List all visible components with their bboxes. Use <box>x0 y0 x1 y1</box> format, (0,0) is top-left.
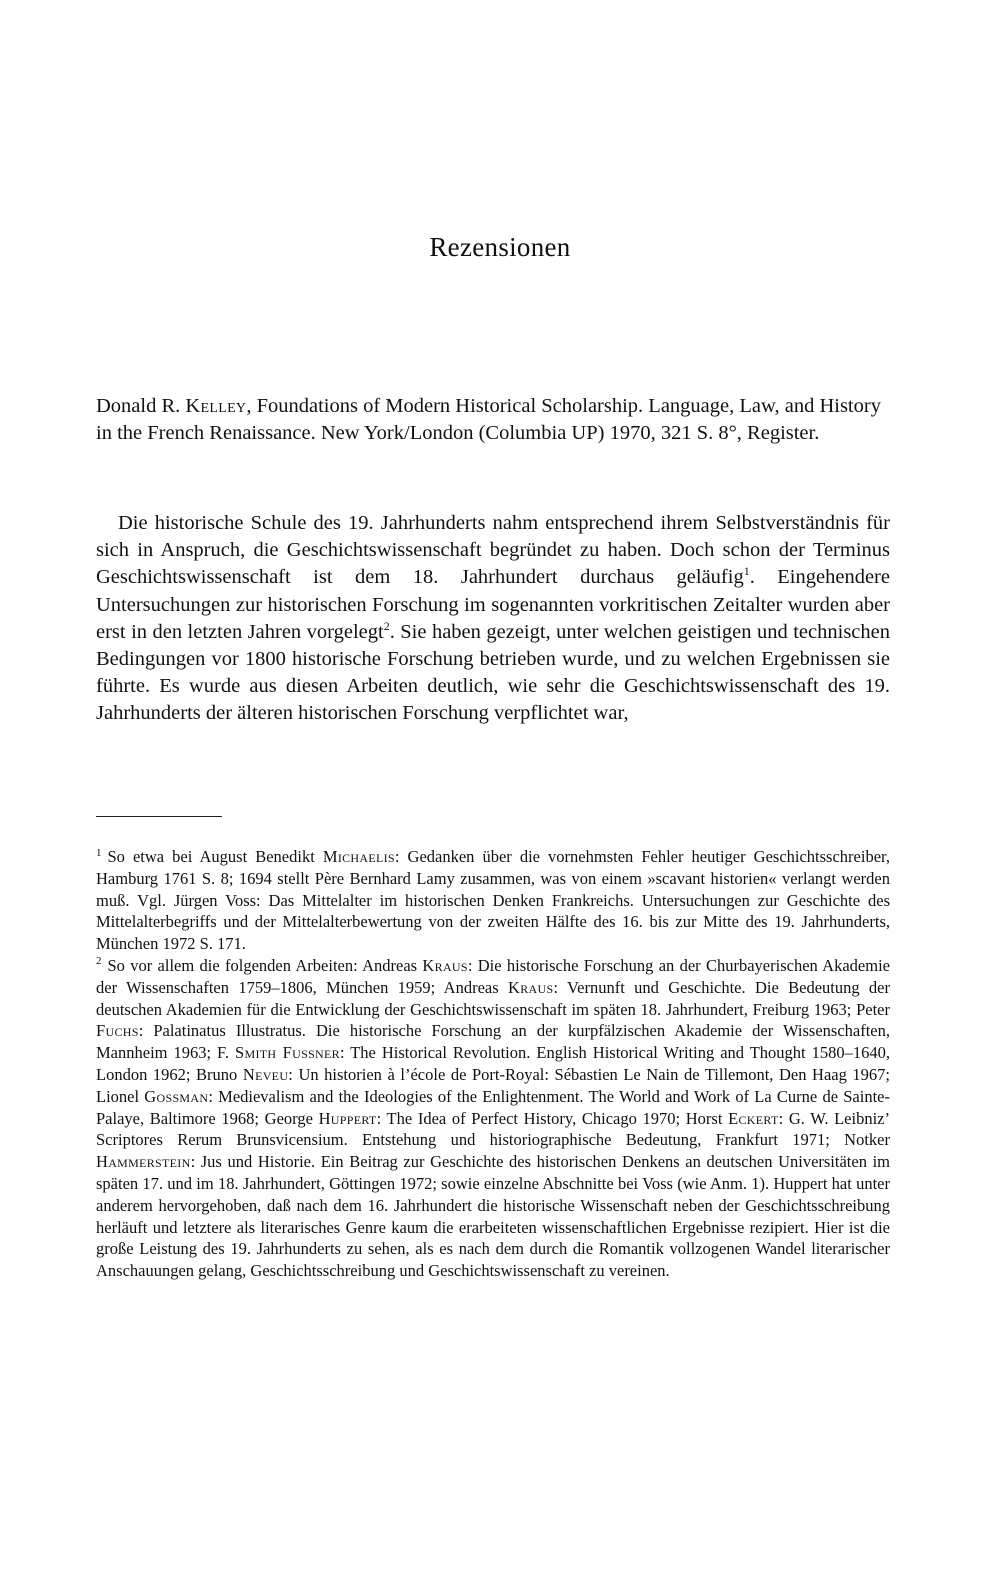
footnote-text: : Die historische Forschung an der Churbayerischen Akademie der Wissenschaften 1759–1806, München 1959; Andreas <box>96 955 890 997</box>
footnote-author: Michaelis <box>322 847 395 866</box>
footnote-text: : Un historien à l’école de Port-Royal: Sébastien Le Nain de Tillemont, Den Haag 1967; Lionel <box>96 1064 890 1106</box>
footnote-author: Huppert <box>318 1108 377 1128</box>
body-text-part-2: . Eingehendere Untersuchungen zur historischen Forschung im sogenannten vorkritischen Zeitalter wurden aber erst in den letzten Jahren vorgelegt <box>96 566 890 643</box>
footnote-ref-1[interactable]: 1 <box>743 564 750 579</box>
footnote-text: : Vernunft und Geschichte. Die Bedeutung der deutschen Akademien für die Entwicklung der Geschichtswissenschaft im späten 18. Jahrhundert, Freiburg 1963; Peter <box>96 977 891 1019</box>
footnote-separator <box>96 816 222 817</box>
footnote-text: : Jus und Historie. Ein Beitrag zur Geschichte des historischen Denkens an deutschen Universitäten im späten 17. und im 18. Jahrhundert, Göttingen 1972; sowie einzelne Abschnitte bei Voss (wie Anm. 1). Huppert hat unter anderem hervorgehoben, daß nach dem 16. Jahrhundert die historische Wissenschaft neben der Geschichtsschreibung herläuft und letztere als literarisches Genre kaum die erarbeiteten wissenschaftlichen Ergebnisse rezipiert. Hier ist die große Leistung des 19. Jahrhunderts zu sehen, als es nach dem durch die Romantik vollzogenen Wandel literarischer Anschauungen gelang, Geschichtsschreibung und Geschichtswissenschaft zu vereinen. <box>96 1152 890 1281</box>
author-first-name: Donald R. <box>96 395 186 417</box>
book-details: , Foundations of Modern Historical Scholarship. Language, Law, and History in the French Renaissance. New York/London (Columbia UP) 1970, 321 S. 8°, Register. <box>96 395 881 444</box>
footnote-author: Gossman <box>144 1086 209 1106</box>
footnote-text: : The Idea of Perfect History, Chicago 1970; Horst <box>376 1108 729 1128</box>
footnote-text: So vor allem die folgenden Arbeiten: Andreas <box>107 955 423 975</box>
footnote-author: Neveu <box>242 1064 289 1084</box>
footnote-2 <box>96 955 890 1282</box>
footnotes-block <box>96 846 890 1282</box>
footnote-author: Smith Fussner <box>235 1043 340 1063</box>
footnote-text: : The Historical Revolution. English Historical Writing and Thought 1580–1640, London 1962; Bruno <box>96 1043 890 1084</box>
footnote-author: Eckert <box>728 1108 779 1128</box>
footnote-number: 1 <box>96 846 102 859</box>
footnote-author: Hammerstein <box>96 1152 191 1172</box>
footnote-author: Kraus <box>422 955 468 975</box>
footnote-ref-2[interactable]: 2 <box>383 618 390 633</box>
footnote-text: So etwa bei August Benedikt <box>107 847 323 866</box>
footnote-text: : Gedanken über die vornehmsten Fehler heutiger Geschichtsschreiber, Hamburg 1761 S. 8; 1694 stellt Père Bernhard Lamy zusammen, was von einem »scavant historien« verlangt werden muß. Vgl. Jürgen Voss: Das Mittelalter im historischen Denken Frankreichs. Untersuchungen zur Geschichte des Mittelalterbegriffs und der Mittelalterbewertung von der zweiten Hälfte des 16. bis zur Mitte des 19. Jahrhunderts, München 1972 S. 171. <box>96 847 890 954</box>
body-text-part-3: . Sie haben gezeigt, unter welchen geistigen und technischen Bedingungen vor 1800 historische Forschung betrieben wurde, und zu welchen Ergebnissen sie führte. Es wurde aus diesen Arbeiten deutlich, wie sehr die Geschichtswissenschaft des 19. Jahrhunderts der älteren historischen Forschung verpflichtet war, <box>96 620 890 725</box>
review-body-paragraph <box>96 510 890 728</box>
footnote-text: : Medievalism and the Ideologies of the Enlightenment. The World and Work of La Curne de Sainte-Palaye, Baltimore 1968; George <box>96 1086 890 1128</box>
footnote-text: : Palatinatus Illustratus. Die historische Forschung an der kurpfälzischen Akademie der Wissenschaften, Mannheim 1963; F. <box>96 1021 890 1063</box>
section-title: Rezensionen <box>429 232 571 262</box>
body-text-part-1: Die historische Schule des 19. Jahrhunderts nahm entsprechend ihrem Selbstverständnis für sich in Anspruch, die Geschichtswissenschaft begründet zu haben. Doch schon der Terminus Geschichtswissenschaft ist dem 18. Jahrhundert durchaus geläufig <box>96 512 890 589</box>
footnote-author: Kraus <box>508 977 554 997</box>
footnote-1 <box>96 846 890 955</box>
footnote-number: 2 <box>96 955 102 968</box>
footnote-text: : G. W. Leibniz’ Scriptores Rerum Brunsvicensium. Entstehung und historiographische Bedeutung, Frankfurt 1971; Notker <box>96 1108 890 1150</box>
bibliographic-entry <box>96 393 890 447</box>
footnote-author: Fuchs <box>96 1021 139 1041</box>
author-last-name: Kelley <box>185 395 247 417</box>
